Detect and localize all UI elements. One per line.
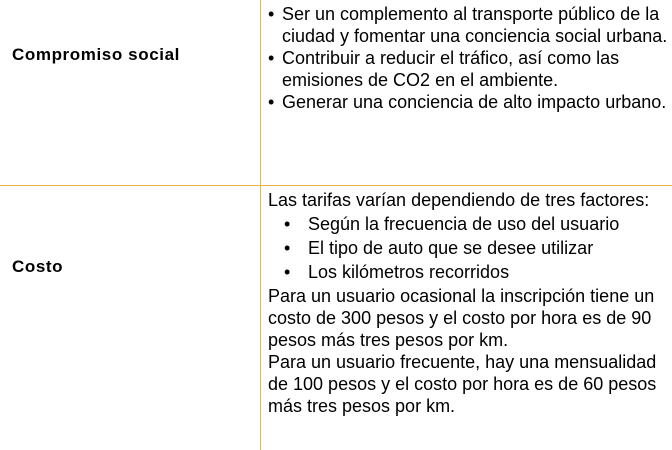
list-item-text: El tipo de auto que se desee utilizar [308,238,594,258]
bullet-icon: • [284,262,291,282]
bullet-icon: • [284,238,291,258]
bullet-icon: • [268,92,275,112]
list-item-text: Contribuir a reducir el tráfico, así como las emisiones de CO2 en el ambiente. [282,48,620,90]
list-item [268,213,672,235]
row-label: Compromiso social [12,45,180,64]
bullet-icon: • [268,4,275,24]
bullet-list [268,3,672,113]
row-label: Costo [12,257,64,276]
paragraph-frequent-user: Para un usuario frecuente, hay una mensualidad de 100 pesos y el costo por hora es de 60 pesos más tres pesos por km. [268,352,657,416]
bullet-list [268,213,672,283]
row-content [268,189,672,417]
paragraph-occasional-user: Para un usuario ocasional la inscripción tiene un costo de 300 pesos y el costo por hora es de 90 pesos más tres pesos por km. [268,286,655,350]
list-item-text: Generar una conciencia de alto impacto urbano. [282,92,667,112]
list-item-text: Ser un complemento al transporte público de la ciudad y fomentar una conciencia social urbana. [282,4,668,46]
bullet-icon: • [284,214,291,234]
list-item [268,237,672,259]
list-item-text: Los kilómetros recorridos [308,262,510,282]
list-item [268,91,672,113]
list-item-text: Según la frecuencia de uso del usuario [308,214,620,234]
intro-text: Las tarifas varían dependiendo de tres factores: [268,190,650,210]
row-content [268,3,672,113]
bullet-icon: • [268,48,275,68]
list-item [268,261,672,283]
list-item [268,47,672,91]
list-item [268,3,672,47]
table-row-costo [0,186,672,450]
table-row-compromiso-social [0,0,672,186]
